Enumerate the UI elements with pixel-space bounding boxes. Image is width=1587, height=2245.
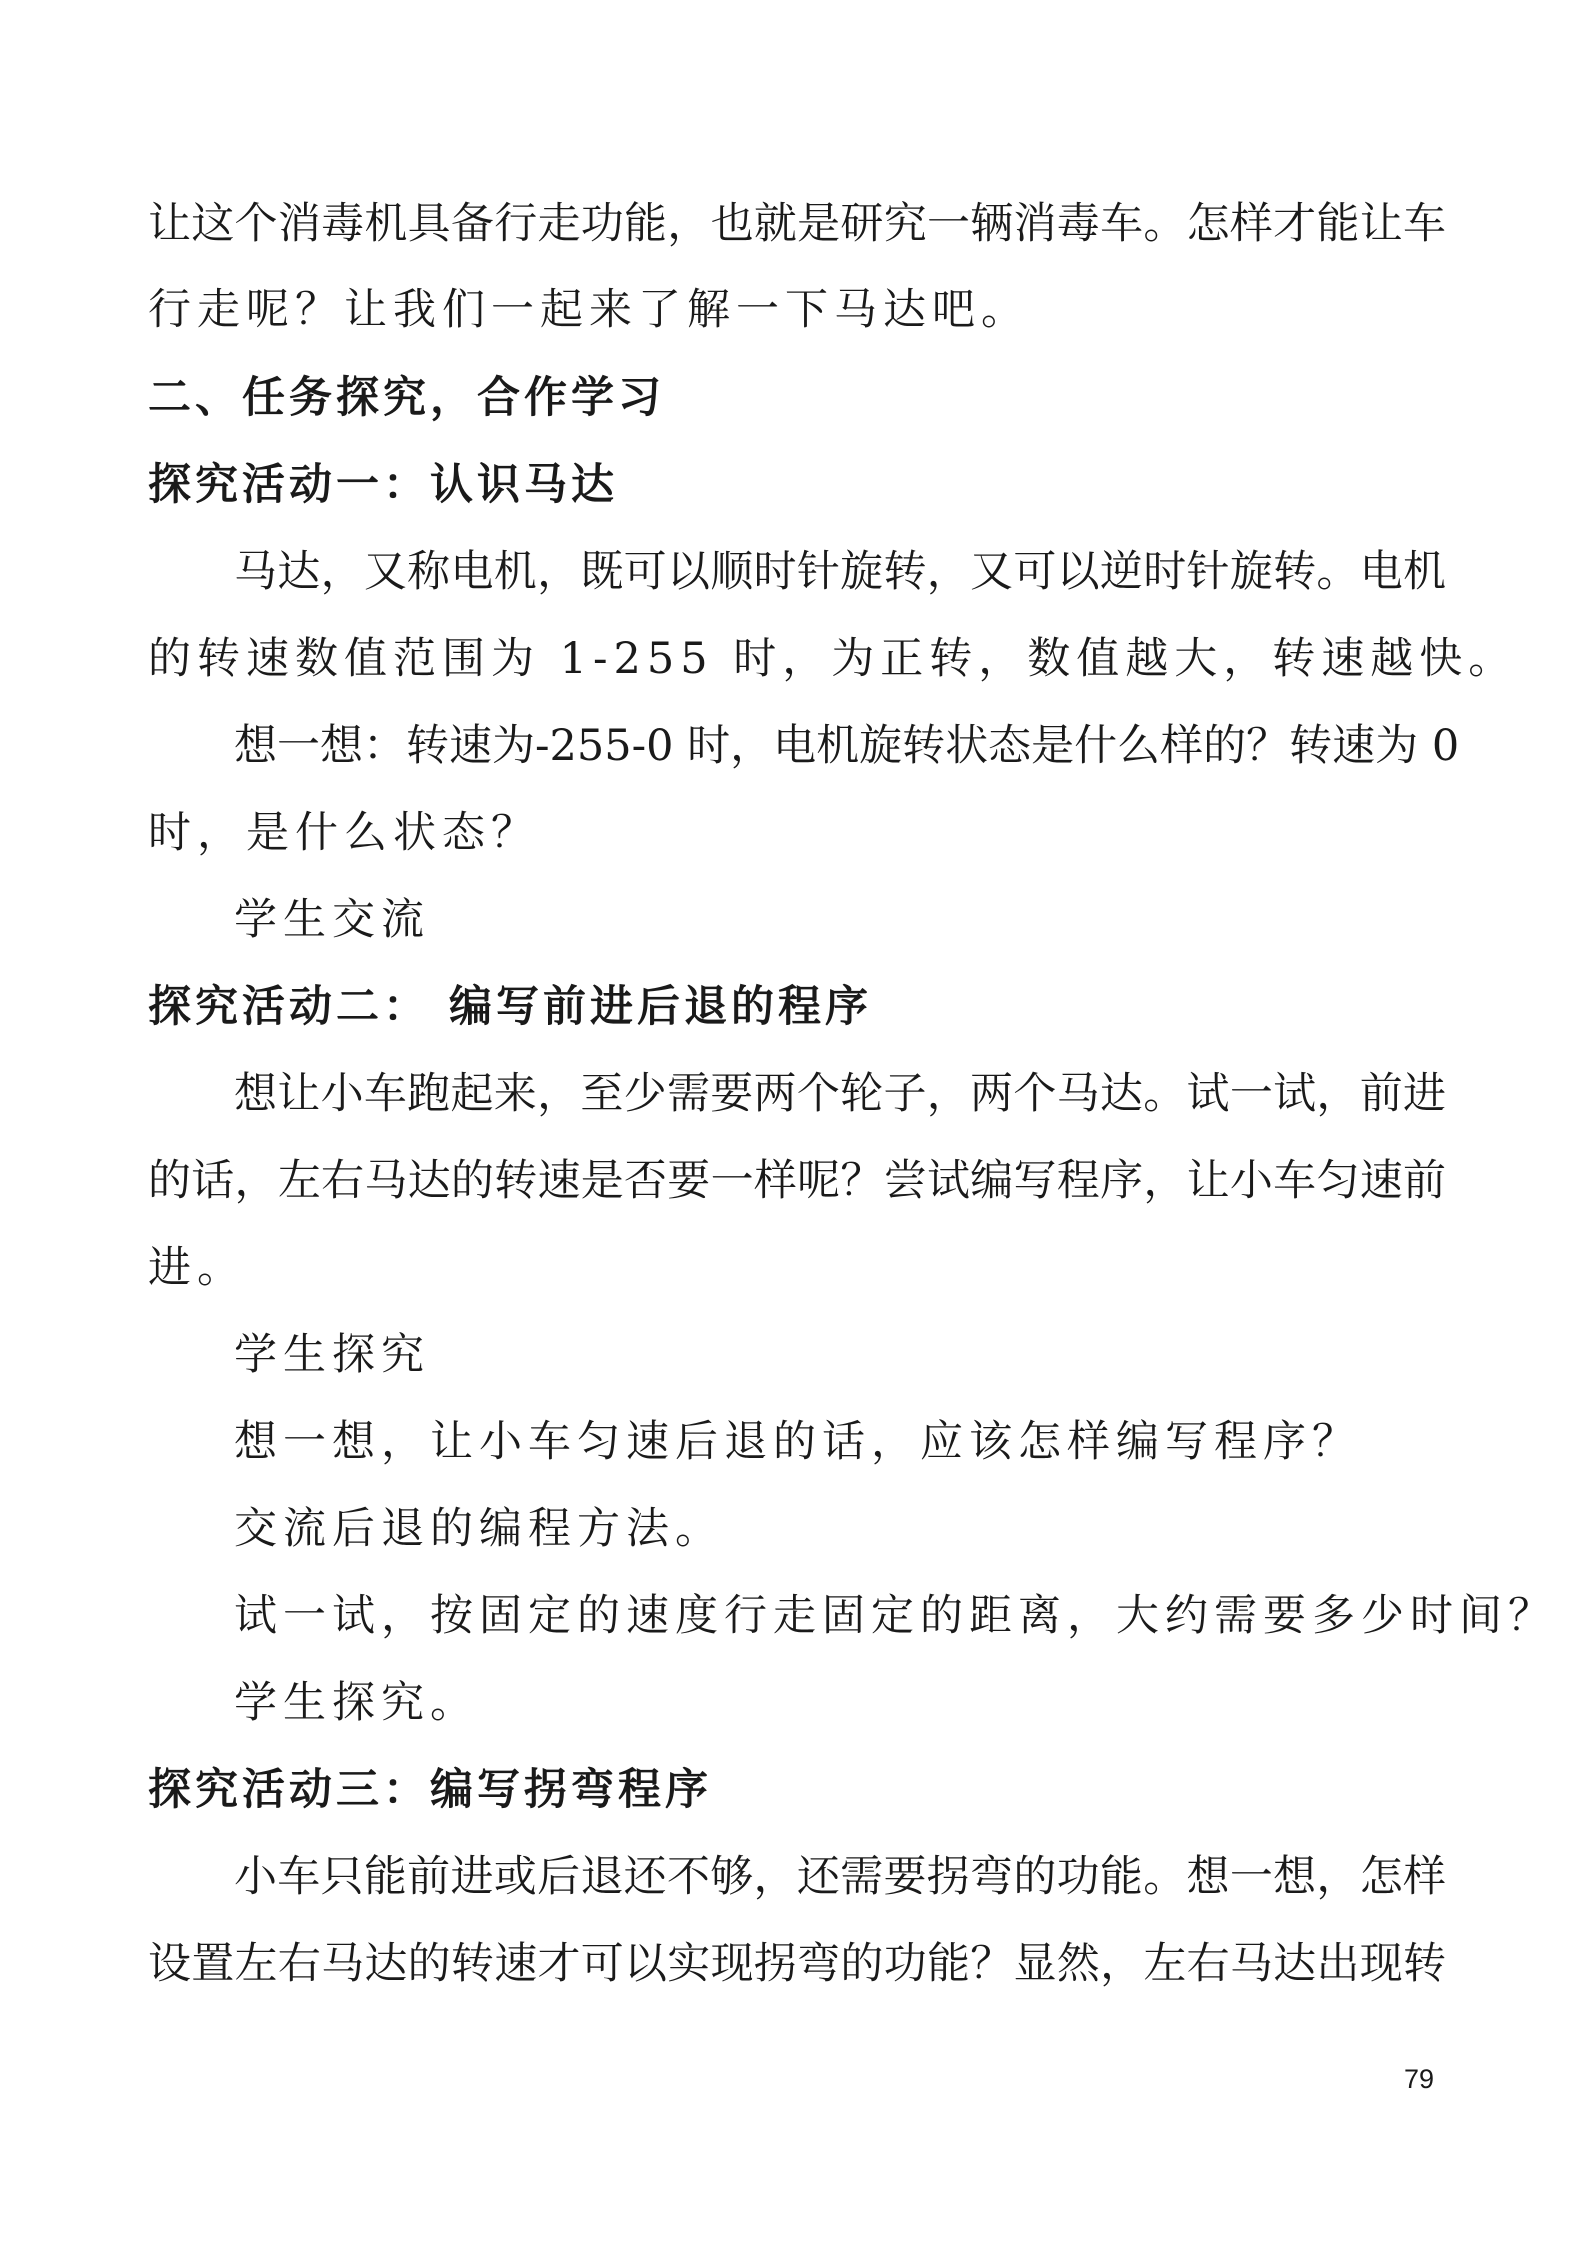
- paragraph-line: 进。: [148, 1243, 246, 1293]
- activity-heading: 探究活动一：认识马达: [148, 460, 618, 510]
- paragraph-line: 小车只能前进或后退还不够，还需要拐弯的功能。想一想，怎样: [234, 1852, 1446, 1902]
- activity-heading: 探究活动二： 编写前进后退的程序: [148, 982, 872, 1032]
- paragraph-line: 让这个消毒机具备行走功能，也就是研究一辆消毒车。怎样才能让车: [148, 199, 1446, 249]
- paragraph-line: 学生探究: [234, 1330, 430, 1380]
- paragraph-line: 学生交流: [234, 895, 430, 945]
- paragraph-line: 学生探究。: [234, 1678, 479, 1728]
- paragraph-line: 马达，又称电机，既可以顺时针旋转，又可以逆时针旋转。电机: [234, 547, 1446, 597]
- paragraph-line: 行走呢？让我们一起来了解一下马达吧。: [148, 285, 1030, 335]
- paragraph-line: 的转速数值范围为 1-255 时，为正转，数值越大，转速越快。: [148, 634, 1518, 684]
- paragraph-line: 想让小车跑起来，至少需要两个轮子，两个马达。试一试，前进: [234, 1069, 1446, 1119]
- paragraph-line: 交流后退的编程方法。: [234, 1504, 724, 1554]
- paragraph-line: 设置左右马达的转速才可以实现拐弯的功能？显然，左右马达出现转: [148, 1939, 1446, 1989]
- paragraph-line: 想一想：转速为-255-0 时，电机旋转状态是什么样的？转速为 0: [234, 721, 1460, 771]
- section-heading: 二、任务探究，合作学习: [148, 373, 665, 423]
- activity-heading: 探究活动三：编写拐弯程序: [148, 1765, 712, 1815]
- paragraph-line: 试一试，按固定的速度行走固定的距离，大约需要多少时间？: [234, 1591, 1557, 1641]
- paragraph-line: 时，是什么状态？: [148, 808, 540, 858]
- paragraph-line: 的话，左右马达的转速是否要一样呢？尝试编写程序，让小车匀速前: [148, 1156, 1446, 1206]
- paragraph-line: 想一想，让小车匀速后退的话，应该怎样编写程序？: [234, 1417, 1361, 1467]
- page-number: 79: [1404, 2064, 1435, 2094]
